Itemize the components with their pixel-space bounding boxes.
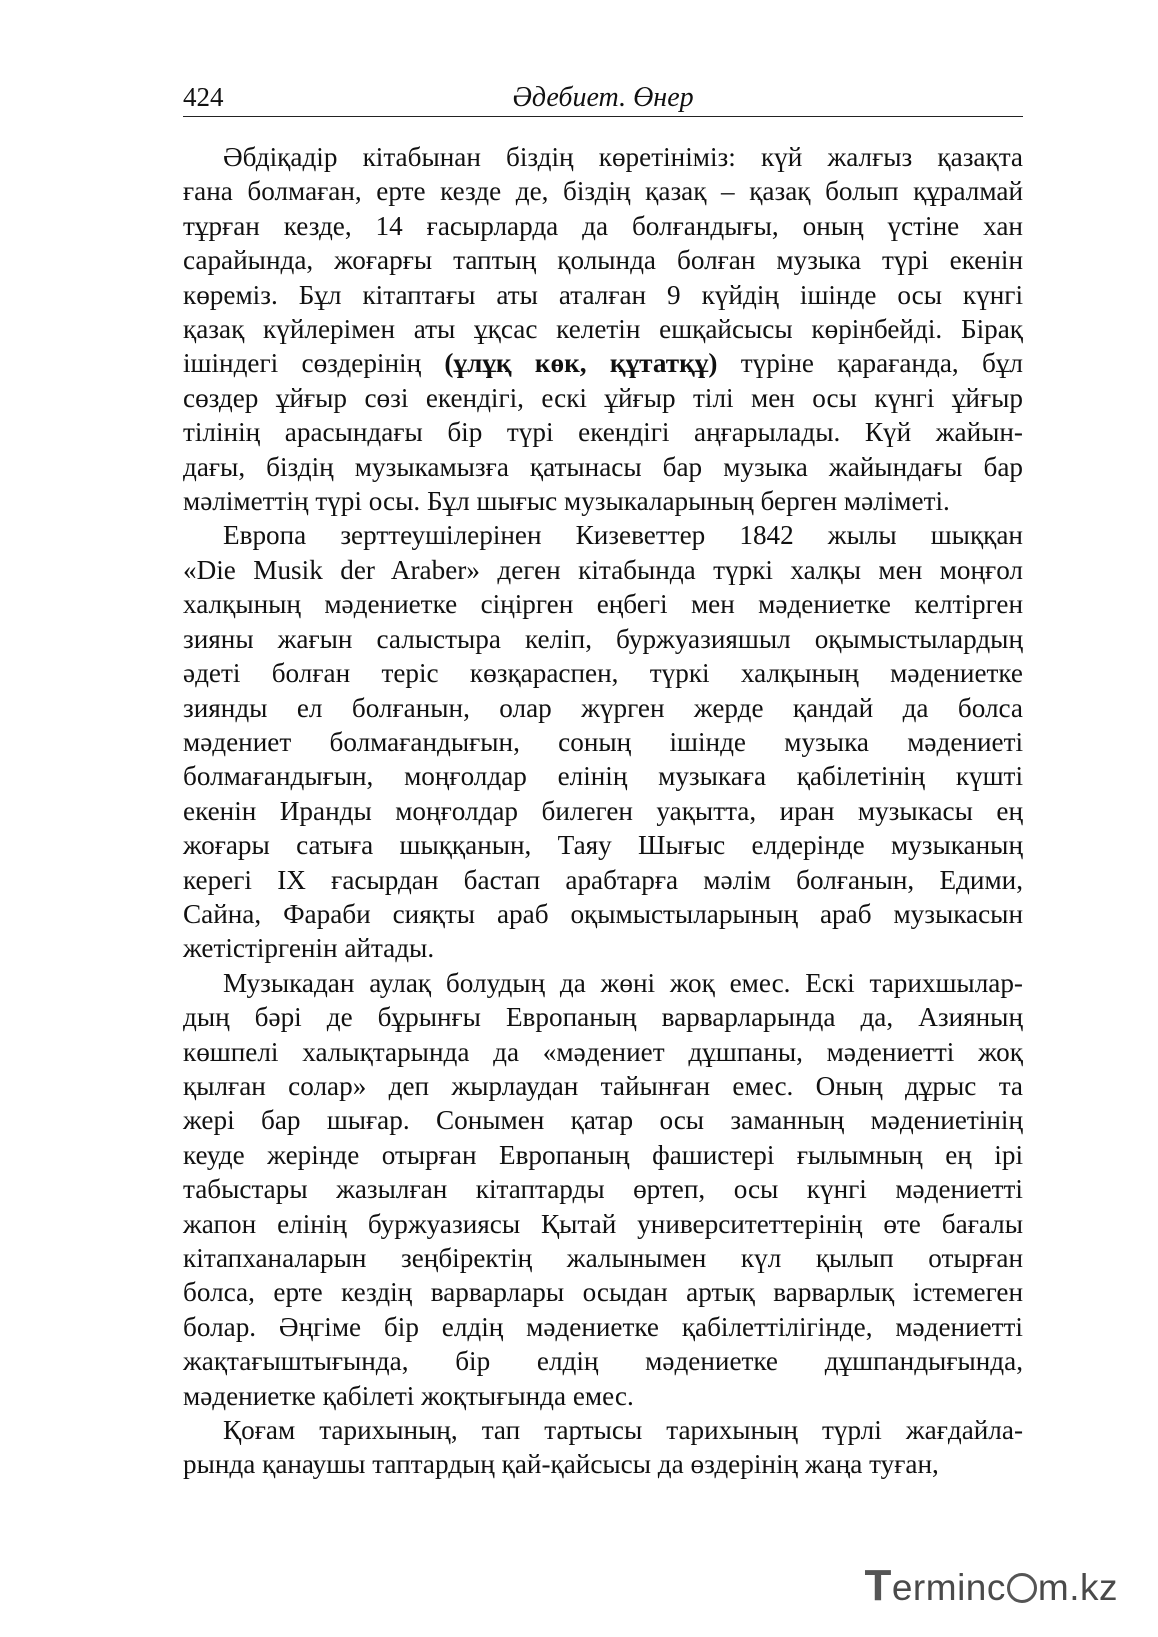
text-line: әдеті болған теріс көзқараспен, түркі халқының мәдениетке [183,658,1023,689]
running-title: Әдебиет. Өнер [512,82,694,113]
watermark-letter: T [864,1561,892,1610]
text-line: жақтағыштығында, бір елдің мәдениетке дұшпандығында, [183,1346,1023,1377]
text-line: мәдениетке қабілеті жоқтығында емес. [183,1380,634,1411]
text-line: дың бәрі де бұрынғы Европаның варварларында да, Азияның [183,1002,1023,1033]
text-line: екенін Иранды моңғолдар билеген уақытта, иран музыкасы ең [183,795,1023,826]
text-line: жері бар шығар. Сонымен қатар осы заманның мәдениетінің [183,1105,1023,1136]
paragraph [183,140,1023,518]
watermark-logo [864,1561,1118,1611]
text-line: ішіндегі сөздерінің (ұлұқ көк, құтатқұ) түріне қарағанда, бұл [183,348,1023,379]
body-text [183,140,1023,1482]
text-line: қылған солар» деп жырлаудан тайынған емес. Оның дұрыс та [183,1070,1023,1101]
text-line: жапон елінің буржуазиясы Қытай университеттерінің өте бағалы [183,1208,1023,1239]
text-line: Музыкадан аулақ болудың да жөні жоқ емес. Ескі тарихшылар- [223,967,1023,998]
watermark-text: erminc [891,1567,1006,1608]
text-line: Әбдіқадір кітабынан біздің көретініміз: күй жалғыз қазақта [223,142,1023,172]
bold-phrase: (ұлұқ көк, құтатқұ) [444,348,718,379]
text-line: қазақ күйлерімен аты ұқсас келетін ешқайсысы көрінбейді. Бірақ [183,314,1023,345]
text-line: тұрған кезде, 14 ғасырларда да болғандығы, оның үстіне хан [183,210,1023,241]
text-line: болса, ерте кездің варварлары осыдан артық варварлық істемеген [183,1277,1023,1308]
text-line: халқының мәдениетке сіңірген еңбегі мен мәдениетке келтірген [183,589,1023,620]
text-line: «Die Musik der Araber» деген кітабында түркі халқы мен моңғол [183,554,1023,585]
text-line: мәдениет болмағандығын, соның ішінде музыка мәдениеті [183,726,1023,757]
text-line: керегі IX ғасырдан бастап арабтарға мәлім болғанын, Едими, [183,864,1023,895]
text-line: ғана болмаған, ерте кезде де, біздің қазақ – қазақ болып құралмай [183,176,1023,207]
watermark-domain: m.kz [1037,1567,1118,1608]
text-line: Европа зерттеушілерінен Кизеветтер 1842 жылы шыққан [223,520,1023,551]
text-line: жоғары сатыға шыққанын, Таяу Шығыс елдерінде музыканың [183,830,1023,861]
text-line: зиянды ел болғанын, олар жүрген жерде қандай да болса [183,692,1023,723]
text-line: рында қанаушы таптардың қай-қайсысы да өздерінің жаңа туған, [183,1449,939,1480]
text-line: кітапханаларын зеңбіректің жалынымен күл қылып отырған [183,1243,1023,1273]
text-line: Қоғам тарихының, тап тартысы тарихының түрлі жағдайла- [223,1415,1023,1446]
text-line: болар. Әңгіме бір елдің мәдениетке қабілеттілігінде, мәдениетті [183,1311,1023,1342]
paragraph [183,1413,1023,1482]
text-line: дағы, біздің музыкамызға қатынасы бар музыка жайындағы бар [183,451,1023,482]
text-line: зияны жағын салыстыра келіп, буржуазияшыл оқымыстылардың [183,623,1023,654]
text-line: мәліметтің түрі осы. Бұл шығыс музыкаларының берген мәліметі. [183,486,950,517]
text-line: тілінің арасындағы бір түрі екендігі аңғарылады. Күй жайын- [183,417,1023,448]
text-line: табыстары жазылған кітаптарды өртеп, осы күнгі мәдениетті [183,1174,1023,1205]
globe-icon [1007,1573,1037,1603]
text-line: жетістіргенін айтады. [183,933,435,964]
paragraph [183,518,1023,965]
text-line: көшпелі халықтарында да «мәдениет дұшпаны, мәдениетті жоқ [183,1036,1023,1067]
text-line: сарайында, жоғарғы таптың қолында болған музыка түрі екенін [183,245,1023,276]
paragraph [183,966,1023,1413]
page-header [183,80,1023,117]
text-line: Сайна, Фараби сияқты араб оқымыстыларының араб музыкасын [183,898,1023,929]
text-line: сөздер ұйғыр сөзі екендігі, ескі ұйғыр тілі мен осы күнгі ұйғыр [183,382,1023,413]
text-line: көреміз. Бұл кітаптағы аты аталған 9 күйдің ішінде осы күнгі [183,279,1023,310]
page-number: 424 [183,82,224,112]
text-line: болмағандығын, моңғолдар елінің музыкаға қабілетінің күшті [183,761,1023,792]
text-line: кеуде жерінде отырған Европаның фашистері ғылымның ең ірі [183,1139,1023,1170]
